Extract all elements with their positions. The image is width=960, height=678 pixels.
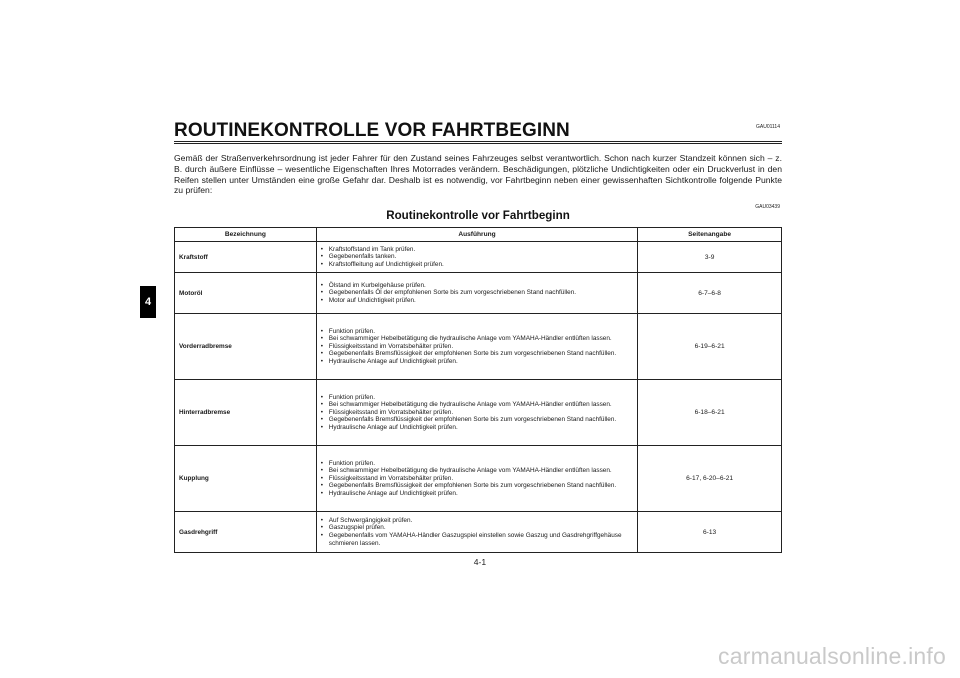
action-item: • Flüssigkeitsstand im Vorratsbehälter prüfen.	[321, 409, 631, 417]
action-item: • Hydraulische Anlage auf Undichtigkeit prüfen.	[321, 424, 631, 432]
action-item: • Ölstand im Kurbelgehäuse prüfen.	[321, 282, 631, 290]
action-item: • Kraftstoffstand im Tank prüfen.	[321, 246, 631, 254]
action-item: • Gegebenenfalls tanken.	[321, 253, 631, 261]
row-name: Kupplung	[175, 446, 317, 512]
row-actions	[316, 446, 637, 512]
row-actions	[316, 273, 637, 314]
row-page-ref: 6-13	[638, 512, 782, 553]
action-item: • Gegebenenfalls Bremsflüssigkeit der empfohlenen Sorte bis zum vorgeschriebenen Stand nachfüllen.	[321, 416, 631, 424]
action-item: • Gegebenenfalls Bremsflüssigkeit der empfohlenen Sorte bis zum vorgeschriebenen Stand nachfüllen.	[321, 482, 631, 490]
action-item: • Gegebenenfalls vom YAMAHA-Händler Gaszugspiel einstellen sowie Gaszug und Gasdrehgriffgehäuse schmieren lassen.	[321, 532, 631, 547]
table-row-vorderradbremse	[175, 314, 782, 380]
table-row-motoroel	[175, 273, 782, 314]
column-header-name: Bezeichnung	[175, 228, 317, 242]
row-name: Gasdrehgriff	[175, 512, 317, 553]
table-row-kraftstoff	[175, 242, 782, 273]
table-row-gasdrehgriff	[175, 512, 782, 553]
page-title: ROUTINEKONTROLLE VOR FAHRTBEGINN	[174, 120, 570, 141]
action-item: • Bei schwammiger Hebelbetätigung die hydraulische Anlage vom YAMAHA-Händler entlüften lassen.	[321, 467, 631, 475]
column-header-page: Seitenangabe	[638, 228, 782, 242]
action-item: • Funktion prüfen.	[321, 328, 631, 336]
action-item: • Gaszugspiel prüfen.	[321, 524, 631, 532]
chapter-tab: 4	[140, 286, 156, 318]
action-item: • Bei schwammiger Hebelbetätigung die hydraulische Anlage vom YAMAHA-Händler entlüften lassen.	[321, 335, 631, 343]
action-item: • Funktion prüfen.	[321, 394, 631, 402]
action-item: • Flüssigkeitsstand im Vorratsbehälter prüfen.	[321, 475, 631, 483]
column-header-action: Ausführung	[316, 228, 637, 242]
table-code: GAU03439	[755, 204, 780, 210]
row-actions	[316, 380, 637, 446]
action-item: • Bei schwammiger Hebelbetätigung die hydraulische Anlage vom YAMAHA-Händler entlüften lassen.	[321, 401, 631, 409]
watermark: carmanualsonline.info	[718, 643, 946, 669]
row-page-ref: 6-19–6-21	[638, 314, 782, 380]
row-name: Vorderradbremse	[175, 314, 317, 380]
action-item: • Gegebenenfalls Bremsflüssigkeit der empfohlenen Sorte bis zum vorgeschriebenen Stand nachfüllen.	[321, 350, 631, 358]
action-item: • Kraftstoffleitung auf Undichtigkeit prüfen.	[321, 261, 631, 269]
row-name: Kraftstoff	[175, 242, 317, 273]
row-page-ref: 6-17, 6-20–6-21	[638, 446, 782, 512]
action-item: • Funktion prüfen.	[321, 460, 631, 468]
action-item: • Gegebenenfalls Öl der empfohlenen Sorte bis zum vorgeschriebenen Stand nachfüllen.	[321, 289, 631, 297]
table-row-hinterradbremse	[175, 380, 782, 446]
row-page-ref: 3-9	[638, 242, 782, 273]
table-row-kupplung	[175, 446, 782, 512]
action-item: • Hydraulische Anlage auf Undichtigkeit prüfen.	[321, 358, 631, 366]
row-actions	[316, 242, 637, 273]
action-item: • Hydraulische Anlage auf Undichtigkeit prüfen.	[321, 490, 631, 498]
section-code: GAU01114	[756, 124, 780, 130]
intro-paragraph: Gemäß der Straßenverkehrsordnung ist jeder Fahrer für den Zustand seines Fahrzeuges selbst verantwortlich. Schon nach kurzer Standzeit können sich – z. B. durch äußere Einflüsse – wesentliche Eigenschaften Ihres Motorrades verändern. Beschädigungen, plötzliche Undichtigkeiten oder ein Druckverlust in den Reifen stellen unter Umständen eine große Gefahr dar. Deshalb ist es notwendig, vor Fahrtbeginn neben einer gewissenhaften Sichtkontrolle folgende Punkte zu prüfen:	[174, 153, 782, 196]
table-title: Routinekontrolle vor Fahrtbeginn	[386, 209, 570, 222]
table-header-row	[175, 228, 782, 242]
row-name: Motoröl	[175, 273, 317, 314]
row-actions	[316, 512, 637, 553]
action-item: • Motor auf Undichtigkeit prüfen.	[321, 297, 631, 305]
row-actions	[316, 314, 637, 380]
routine-check-table	[174, 227, 782, 553]
row-page-ref: 6-7–6-8	[638, 273, 782, 314]
page-number: 4-1	[473, 557, 487, 567]
action-item: • Auf Schwergängigkeit prüfen.	[321, 517, 631, 525]
row-page-ref: 6-18–6-21	[638, 380, 782, 446]
action-item: • Flüssigkeitsstand im Vorratsbehälter prüfen.	[321, 343, 631, 351]
title-rule	[174, 141, 782, 144]
row-name: Hinterradbremse	[175, 380, 317, 446]
